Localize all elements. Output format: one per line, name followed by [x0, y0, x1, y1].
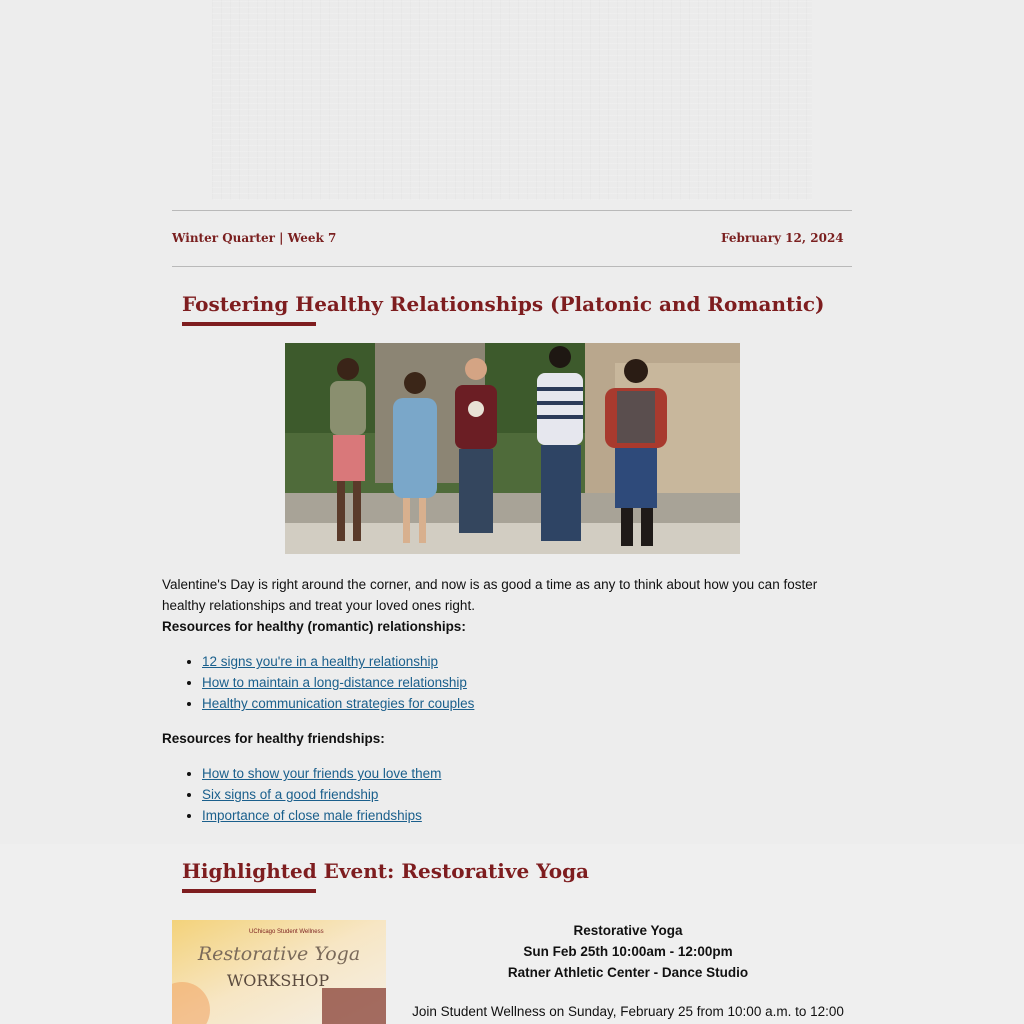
divider-top — [172, 210, 852, 211]
link-male-friendships[interactable]: Importance of close male friendships — [202, 808, 422, 823]
list-item — [202, 805, 441, 826]
section-title-relationships: Fostering Healthy Relationships (Platonic and Romantic) — [182, 292, 825, 316]
divider-bottom — [172, 266, 852, 267]
list-item — [202, 693, 474, 714]
section-title-underline — [182, 322, 316, 326]
issue-date: February 12, 2024 — [721, 231, 844, 245]
romantic-resources-list — [162, 651, 474, 714]
yoga-workshop-poster — [172, 920, 386, 1024]
poster-subtitle: WORKSHOP — [226, 971, 330, 990]
intro-paragraph: Valentine's Day is right around the corner, and now is as good a time as any to think about how you can foster healthy relationships and treat your loved ones right. — [162, 577, 818, 613]
friendship-resources-heading: Resources for healthy friendships: — [162, 731, 385, 746]
link-healthy-relationship-signs[interactable]: 12 signs you're in a healthy relationship — [202, 654, 438, 669]
link-good-friendship-signs[interactable]: Six signs of a good friendship — [202, 787, 379, 802]
section-title-underline — [182, 889, 316, 893]
event-description: Join Student Wellness on Sunday, February 25 from 10:00 a.m. to 12:00 — [412, 1004, 844, 1019]
romantic-resources-heading: Resources for healthy (romantic) relationships: — [162, 619, 466, 634]
students-walking-photo — [285, 343, 740, 554]
list-item — [202, 672, 474, 693]
section-title-event: Highlighted Event: Restorative Yoga — [182, 859, 590, 883]
link-communication-strategies[interactable]: Healthy communication strategies for couples — [202, 696, 475, 711]
poster-script-title: Restorative Yoga — [197, 943, 361, 965]
header-banner-image — [212, 0, 812, 200]
link-long-distance[interactable]: How to maintain a long-distance relationship — [202, 675, 467, 690]
list-item — [202, 651, 474, 672]
event-time: Sun Feb 25th 10:00am - 12:00pm — [523, 944, 733, 959]
poster-org: UChicago Student Wellness — [249, 929, 324, 935]
quarter-week-label: Winter Quarter | Week 7 — [172, 231, 337, 245]
list-item — [202, 784, 441, 805]
link-show-friends-love[interactable]: How to show your friends you love them — [202, 766, 442, 781]
friendship-resources-list — [162, 763, 441, 826]
list-item — [202, 763, 441, 784]
event-location: Ratner Athletic Center - Dance Studio — [507, 965, 749, 980]
event-name: Restorative Yoga — [573, 923, 683, 938]
